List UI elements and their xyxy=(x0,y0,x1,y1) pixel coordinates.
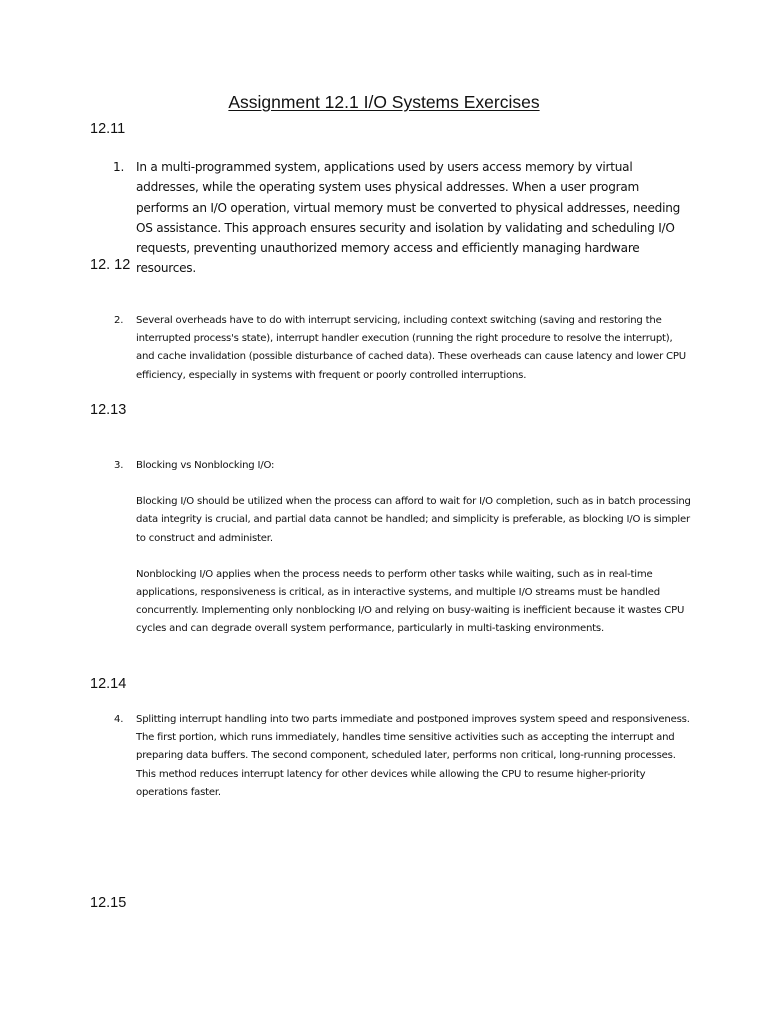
section-number-12-12: 12. 12 xyxy=(90,257,131,273)
answer-paragraph: Blocking I/O should be utilized when the process can afford to wait for I/O completion, such as in batch processing data integrity is crucial, and partial data cannot be handled; and simplicity is preferable, as blocking I/O is simpler to construct and administer. xyxy=(136,496,691,544)
answer-heading: Blocking vs Nonblocking I/O: xyxy=(136,460,275,471)
answer-paragraph: In a multi-programmed system, applications used by users access memory by virtual addresses, while the operating system uses physical addresses. When a user program performs an I/O operation, virtual memory must be converted to physical addresses, needing OS assistance. This approach ensures security and isolation by validating and scheduling I/O requests, preventing unauthorized memory access and efficiently managing hardware resources. xyxy=(136,160,681,276)
answer-paragraph: Splitting interrupt handling into two parts immediate and postponed improves system speed and responsiveness. The first portion, which runs immediately, handles time sensitive activities such as accepting the interrupt and preparing data buffers. The second component, scheduled later, performs non critical, long-running processes. This method reduces interrupt latency for other devices while allowing the CPU to resume higher-priority operations faster. xyxy=(136,714,690,798)
page-title: Assignment 12.1 I/O Systems Exercises xyxy=(228,92,540,112)
answer-item-1 xyxy=(113,157,691,279)
answer-item-4 xyxy=(114,711,691,802)
answer-paragraph: Nonblocking I/O applies when the process needs to perform other tasks while waiting, such as in real-time applications, responsiveness is critical, as in interactive systems, and multiple I/O streams must be handled concurrently. Implementing only nonblocking I/O and relying on busy-waiting is inefficient because it wastes CPU cycles and can degrade overall system performance, particularly in multi-tasking environments. xyxy=(136,568,685,635)
answer-paragraph: Several overheads have to do with interrupt servicing, including context switching (saving and restoring the interrupted process's state), interrupt handler execution (running the right procedure to resolve the interrupt), and cache invalidation (possible disturbance of cached data). These overheads can cause latency and lower CPU efficiency, especially in systems with frequent or poorly controlled interruptions. xyxy=(136,315,686,381)
answer-item-3 xyxy=(114,457,691,639)
section-number-12-13: 12.13 xyxy=(90,402,127,418)
item-number: 2. xyxy=(114,315,124,326)
item-number: 3. xyxy=(114,460,124,471)
section-number-12-14: 12.14 xyxy=(90,676,127,692)
item-number: 4. xyxy=(114,714,124,725)
section-number-12-11: 12.11 xyxy=(90,121,126,137)
section-number-12-15: 12.15 xyxy=(90,895,127,911)
answer-item-2 xyxy=(114,312,691,385)
item-number: 1. xyxy=(113,160,125,174)
